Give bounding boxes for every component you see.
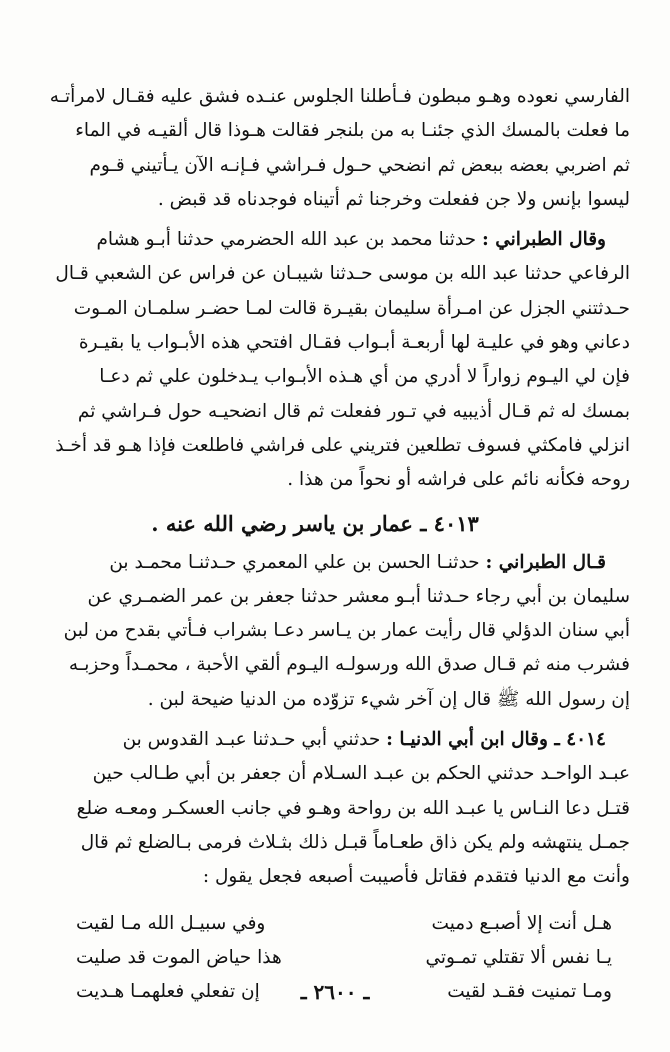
text-line: ليسوا بإنس ولا جن ففعلت وخرجنا ثم أتيناه فوجدناه قد قبض . (157, 188, 630, 210)
text-line: ثم اضربي بعضه ببعض ثم انضحي حـول فـراشي فـإنـه الآن يـأتيني قـوم (89, 154, 630, 176)
text-line: سليمان بن أبي رجاء حـدثنا أبـو معشر حدثنا جعفر بن عمر الضمـري عن (87, 585, 630, 607)
text-line: دعاني وهو في عليـة لها أربعـة أبـواب فقـال افتحي هذه الأبـواب يا بقيـرة (78, 332, 630, 354)
text-line: فإن لي اليـوم زواراً لا أدري من أي هـذه الأبـواب يـدخلون علي ثم دعـا (99, 366, 630, 388)
text-line: حـدثتني الجزل عن امـرأة سليمان بقيـرة قالت لمـا حضـر سلمـان المـوت (73, 297, 630, 319)
page-number: ـ ٢٦٠٠ ـ (300, 980, 370, 1004)
text-line: عبـد الواحـد حدثني الحكم بن عبـد السـلام أن جعفر بن أبي طـالب حين (92, 763, 630, 785)
text-line: قتـل دعا النـاس يا عبـد الله بن رواحة وهـو في جانب العسكـر ومعـه ضلع (76, 797, 630, 819)
text-line: الفارسي نعوده وهـو مبطون فـأطلنا الجلوس عنـده فشق عليه فقـال لامرأتـه (49, 86, 630, 107)
verse-second-hemistich: وفي سبيـل الله مـا لقيت (76, 912, 266, 934)
text-line (40, 223, 630, 257)
section-heading: ٤٠١٣ ـ عمار بن ياسر رضي الله عنه . (151, 510, 479, 536)
text-line: ما فعلت بالمسك الذي جئنـا به من بلنجر فقالت هـوذا قال ألقيـه في الماء (75, 120, 630, 142)
text-line: وأنت مع الدنيا فتقدم فقاتل فأصيبت أصبعه فجعل يقول : (202, 866, 630, 888)
narrator-lead: وقال الطبراني : (481, 229, 606, 251)
verse-second-hemistich: إن تفعلي فعلهمـا هـديت (76, 980, 260, 1002)
narrator-lead: قـال الطبراني : (485, 551, 606, 573)
verse-first-hemistich: ومـا تمنيت فقـد لقيت (447, 980, 612, 1002)
poem-verse (40, 907, 630, 941)
poem-verse (40, 941, 630, 975)
text-line: الرفاعي حدثنا عبد الله بن موسى حـدثنا شيبـان عن فراس عن الشعبي قـال (55, 263, 630, 285)
paragraph-2 (40, 223, 630, 497)
text-line: أبي سنان الدؤلي قال رأيت عمار بن يـاسر دعـا بشراب فـأتي بقدح من لبن (63, 620, 630, 642)
text-line: إن رسول الله ﷺ قال إن آخر شيء تزوّده من الدنيا ضيحة لبن . (147, 688, 630, 710)
text-line: فشرب منه ثم قـال صدق الله ورسولـه اليـوم ألقي الأحبة ، محمـداً وحزبـه (68, 654, 630, 676)
text-line (40, 723, 630, 757)
paragraph-3 (40, 546, 630, 717)
paragraph-1 (40, 80, 630, 217)
text-line: جمـل ينتهشه ولم يكن ذاق طعـاماً قبـل ذلك بثـلاث فرمى بـالضلع ثم قال (80, 831, 630, 853)
text-line: بمسك له ثم قـال أذيبيه في تـور ففعلت ثم قال انضحيـه حول فـراشي ثم (77, 400, 630, 422)
text-line (40, 546, 630, 580)
text-line: روحه فكأنه نائم على فراشه أو نحواً من هذا . (287, 469, 630, 491)
line-rest: حدثنـا الحسن بن علي المعمري حـدثنـا محمـد بن (109, 551, 486, 573)
page-body (40, 80, 630, 1009)
text-line: انزلي فامكثي فسوف تطلعين فتريني على فراشي فاطلعت فإذا هـو قد أخـذ (55, 434, 630, 456)
line-rest: حدثنا محمد بن عبد الله الحضرمي حدثنا أبـو هشام (96, 229, 482, 251)
verse-first-hemistich: يـا نفس ألا تقتلي تمـوتي (425, 946, 612, 968)
verse-first-hemistich: هـل أنت إلا أصبـع دميت (431, 912, 612, 934)
paragraph-4 (40, 723, 630, 894)
narrator-lead: ٤٠١٤ ـ وقال ابن أبي الدنيـا : (386, 729, 606, 751)
line-rest: حدثني أبي حـدثنا عبـد القدوس بن (122, 729, 387, 751)
verse-second-hemistich: هذا حياض الموت قد صليت (76, 946, 282, 968)
